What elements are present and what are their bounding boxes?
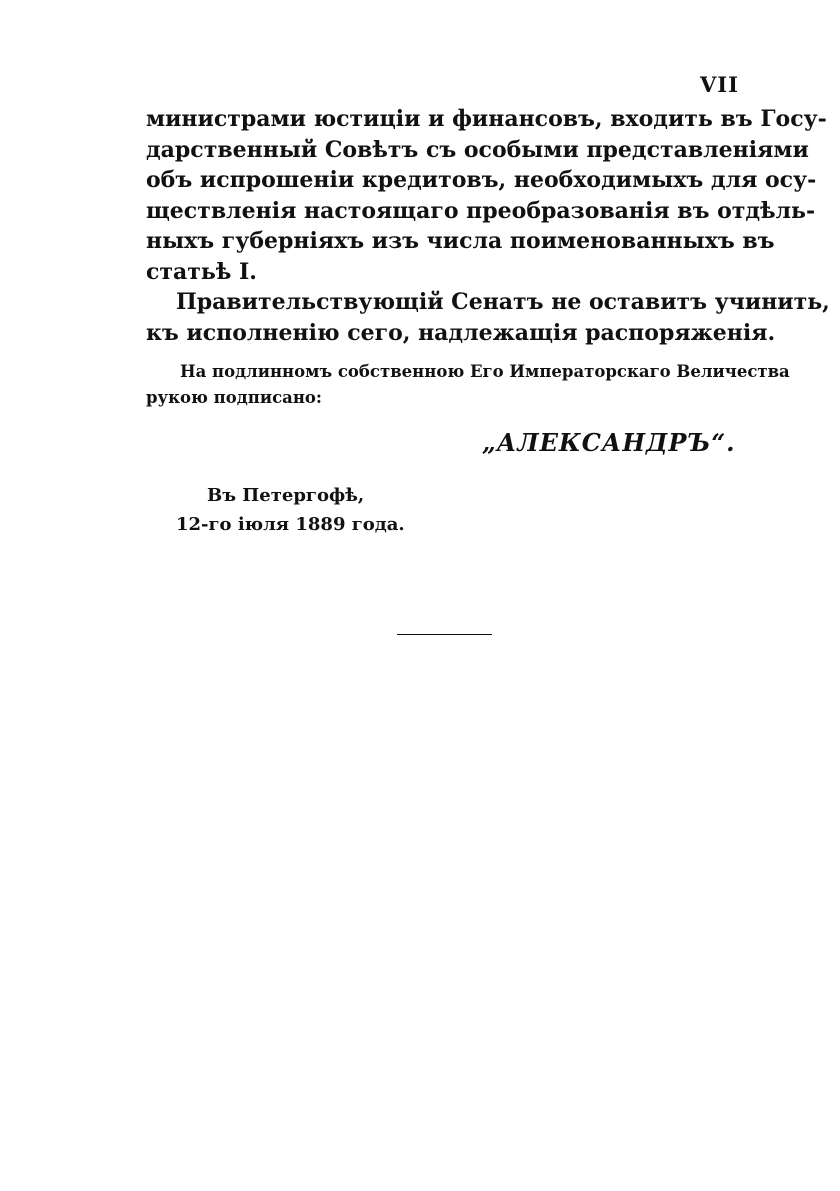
signature-note — [146, 359, 790, 411]
place: Въ Петергофѣ, — [207, 485, 365, 506]
date: 12-го іюля 1889 года. — [176, 514, 405, 535]
body-line: ществленія настоящаго преобразованія въ отдѣль- — [146, 197, 816, 224]
place-date — [176, 481, 405, 539]
body-line: министрами юстиціи и финансовъ, входить въ Госу- — [146, 106, 827, 132]
signature-note-line: На подлинномъ собственною Его Императорскаго Величества — [180, 362, 790, 381]
signature-note-line: рукою подписано: — [146, 388, 322, 407]
body-line: статьѣ I. — [146, 258, 257, 285]
page-number: VII — [700, 72, 739, 97]
body-text — [146, 104, 830, 348]
body-line: къ исполненію сего, надлежащія распоряженія. — [146, 319, 776, 346]
signature: „АЛЕКСАНДРЪ“. — [482, 428, 736, 457]
body-line: Правительствующій Сенатъ не оставитъ учинить, — [176, 289, 830, 315]
body-line: объ испрошеніи кредитовъ, необходимыхъ для осу- — [146, 167, 817, 193]
body-line: ныхъ губерніяхъ изъ числа поименованныхъ въ — [146, 228, 775, 254]
separator-rule — [397, 634, 492, 635]
body-line: дарственный Совѣтъ съ особыми представленіями — [146, 136, 809, 163]
